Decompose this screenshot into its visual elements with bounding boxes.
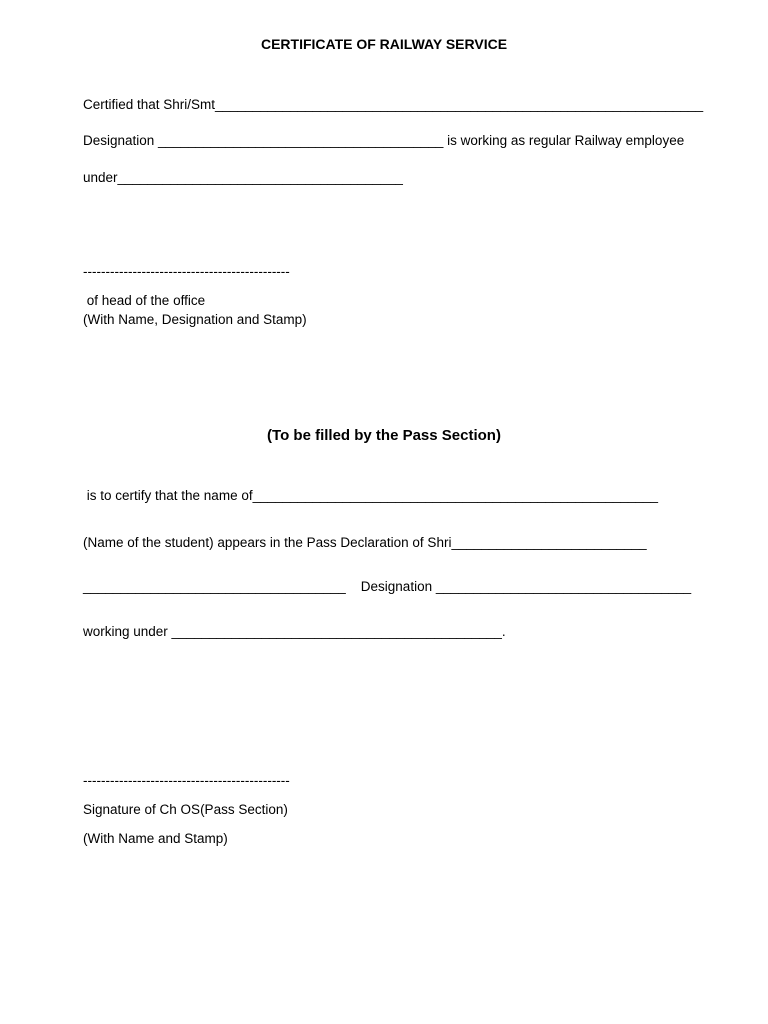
pass-signature-rule: ---------------------------------------------- [83, 773, 290, 788]
head-signature-label: of head of the office [83, 293, 206, 308]
head-signature-note: (With Name, Designation and Stamp) [83, 312, 307, 327]
pass-declaration-line: (Name of the student) appears in the Pass Declaration of Shri__________________________ [83, 535, 647, 550]
pass-signature-label: Signature of Ch OS(Pass Section) [83, 802, 288, 817]
pass-section-heading: (To be filled by the Pass Section) [267, 427, 501, 444]
certificate-title: CERTIFICATE OF RAILWAY SERVICE [260, 36, 508, 52]
pass-signature-note: (With Name and Stamp) [83, 831, 228, 846]
designation-line: Designation ______________________________________ is working as regular Railway employee [83, 133, 685, 148]
working-under-line: working under ____________________________________________. [83, 624, 506, 639]
certified-name-line: Certified that Shri/Smt_________________________________________________________________ [83, 97, 704, 112]
certify-name-line: is to certify that the name of______________________________________________________ [83, 488, 659, 503]
under-line: under______________________________________ [83, 170, 403, 185]
employee-designation-line: ___________________________________ Designation __________________________________ [83, 579, 692, 594]
head-signature-rule: ---------------------------------------------- [83, 264, 290, 279]
